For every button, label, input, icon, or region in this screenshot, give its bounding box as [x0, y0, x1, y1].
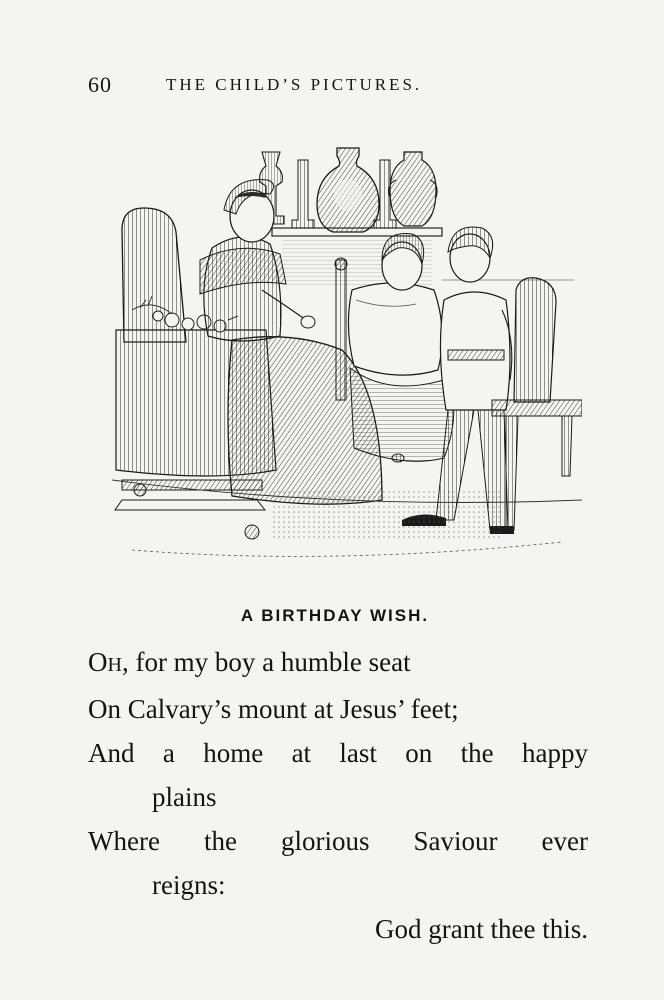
running-title: THE CHILD’S PICTURES. — [166, 75, 423, 94]
candlestick-small-left — [292, 160, 314, 228]
poem-title: A BIRTHDAY WISH. — [240, 606, 430, 625]
poem-body — [88, 640, 588, 951]
engraving-illustration — [112, 140, 582, 570]
poem-line-4: plains — [152, 782, 217, 812]
vase-large — [317, 148, 379, 232]
poem-line-1 — [88, 640, 588, 687]
page-number: 60 — [88, 72, 112, 97]
running-head — [88, 72, 604, 102]
poem-line-2: On Calvary’s mount at Jesus’ feet; — [88, 694, 459, 724]
poem-line-3: And a home at last on the happy — [88, 738, 588, 768]
poem-line-6: reigns: — [152, 870, 226, 900]
initial-letter: O — [88, 647, 108, 677]
vase-right — [389, 152, 437, 226]
poem-line-7: God grant thee this. — [375, 914, 588, 944]
poem-line-5: Where the glorious Saviour ever — [88, 826, 588, 856]
small-caps-letter: H — [107, 654, 122, 676]
poem-line-1-text: , for my boy a humble seat — [121, 647, 411, 677]
